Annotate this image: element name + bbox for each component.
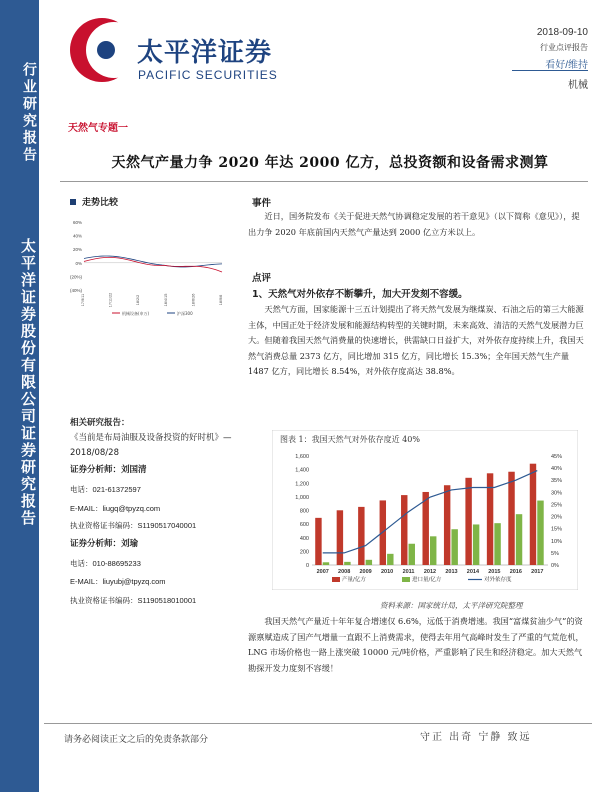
trend-xtick: 18/2/2 — [136, 294, 141, 306]
trend-legend-label-1: 机械设备(申万) — [122, 311, 150, 316]
sidebar-top-text: 行业研究报告 — [21, 62, 37, 164]
trend-ytick: 60% — [72, 220, 82, 225]
bar-production — [422, 492, 428, 565]
figure-x-tick: 2013 — [445, 569, 458, 575]
figure-right-tick: 10% — [551, 538, 563, 545]
analyst-2-email[interactable]: E-MAIL：liuyubj@tpyzq.com — [70, 577, 166, 586]
figure-title: 图表 1：我国天然气对外依存度近 40% — [280, 435, 420, 444]
event-paragraph: 近日，国务院发布《关于促进天然气协调稳定发展的若干意见》（以下简称《意见》），提出力争 2020 年底前国内天然气产量达到 2000 亿立方米以上。 — [248, 211, 580, 237]
figure-x-tick: 2015 — [488, 569, 501, 575]
trend-legend-label-2: 沪深300 — [177, 311, 193, 316]
related-heading: 相关研究报告： — [70, 418, 130, 428]
legend-swatch-import — [402, 577, 410, 582]
figure-1 — [272, 430, 578, 590]
figure-left-tick: 800 — [299, 508, 309, 515]
logo-chinese-text: 太平洋证券 — [137, 38, 273, 68]
analyst-1-email[interactable]: E-MAIL：liugq@tpyzq.com — [70, 504, 161, 513]
figure-left-tick: 200 — [299, 549, 309, 556]
related-report-link[interactable]: 《当前是布局油服及设备投资的好时机》—2018/08/28 — [70, 433, 232, 458]
bar-import — [366, 560, 372, 565]
bar-import — [430, 536, 436, 565]
figure-right-tick: 40% — [551, 466, 563, 473]
figure-x-tick: 2014 — [466, 569, 480, 575]
figure-right-tick: 45% — [551, 454, 563, 460]
figure-source: 资料来源：国家统计局，太平洋研究院整理 — [380, 601, 523, 610]
figure-right-tick: 35% — [551, 478, 563, 485]
bar-production — [401, 495, 407, 565]
trend-xtick: 17/9/11 — [81, 293, 85, 307]
analyst-1-cert: 执业资格证书编码：S1190517040001 — [70, 521, 197, 530]
legend-label-dependency: 对外依存度 — [484, 577, 512, 583]
pacific-securities-logo-icon — [66, 10, 146, 90]
legend-swatch-production — [332, 577, 340, 582]
footer-disclaimer: 请务必阅读正文之后的免责条款部分 — [64, 735, 209, 745]
left-sidebar — [0, 0, 39, 792]
trend-xtick: 18/4/15 — [163, 293, 168, 307]
report-title: 天然气产量力争 2020 年达 2000 亿方，总投资额和设备需求测算 — [111, 155, 549, 171]
trend-ytick: (20%) — [69, 274, 82, 280]
analyst-1-phone: 电话：021-61372597 — [70, 485, 141, 494]
figure-x-tick: 2007 — [316, 569, 329, 575]
trend-heading-text: 走势比较 — [82, 198, 119, 208]
trend-chart — [62, 218, 224, 318]
bar-import — [344, 562, 350, 565]
figure-left-tick: 1,200 — [295, 481, 309, 488]
analyst-1-name: 证券分析师：刘国清 — [70, 465, 147, 475]
trend-ytick: 20% — [72, 247, 82, 253]
review-paragraph-1: 天然气方面，国家能源十三五计划提出了将天然气发展为继煤炭、石油之后的第三大能源主体，中国正处于经济发展和能源结构转型的关键时期，未来高效、清洁的天然气发展潜力巨大。但随着我国天然气消费量的快速增长，供需缺口日益扩大，对外依存度持续上升，我国天然气消费总量 2373 亿方，同比增加 315 亿方，同比增长 15.3%；全年国天然气生产量 1487 亿方，同比增长 8.54%，对外依存度高达 38.8%。 — [248, 304, 584, 376]
figure-left-tick: 1,000 — [295, 494, 309, 501]
review-point-1: 1、天然气对外依存不断攀升，加大开发刻不容缓。 — [252, 289, 468, 300]
rating-divider — [512, 70, 588, 71]
figure-left-tick: 0 — [305, 563, 309, 569]
footer-motto: 守正 出奇 宁静 致远 — [420, 732, 532, 743]
figure-left-tick: 1,400 — [295, 467, 309, 474]
figure-right-tick: 30% — [551, 490, 563, 497]
analyst-2-name: 证券分析师：刘瑜 — [70, 539, 139, 549]
figure-left-tick: 400 — [299, 535, 309, 542]
figure-right-tick: 5% — [551, 550, 559, 557]
analyst-2-phone: 电话：010-88695233 — [70, 559, 141, 568]
trend-xtick: 17/11/22 — [108, 292, 113, 308]
figure-x-tick: 2011 — [402, 569, 415, 575]
review-paragraph-2: 我国天然气产量近十年年复合增速仅 6.6%，远低于消费增速。我国“富煤贫油少气”的资源禀赋造成了国产气增量一直跟不上消费需求，使得去年用气高峰时发生了严重的气荒危机，LNG 市场价格也一路上涨突破 10000 元/吨价格，严重影响了民生和经济稳定。加大天然气勘探开发力度刻不容缓！ — [248, 616, 584, 673]
analyst-2-cert: 执业资格证书编码：S1190518010001 — [70, 596, 197, 605]
trend-series-machinery — [84, 257, 222, 272]
rating: 看好/维持 — [545, 60, 588, 71]
trend-xtick: 18/6/26 — [191, 293, 196, 307]
review-heading: 点评 — [252, 273, 272, 284]
figure-x-tick: 2009 — [359, 569, 372, 575]
bar-import — [473, 524, 479, 565]
bar-production — [530, 464, 536, 565]
bar-production — [465, 478, 471, 565]
figure-right-tick: 25% — [551, 502, 563, 509]
report-date: 2018-09-10 — [536, 27, 588, 38]
legend-label-import: 进口量/亿方 — [412, 577, 442, 583]
legend-label-production: 产量/亿方 — [342, 577, 366, 583]
square-bullet-icon — [70, 199, 76, 205]
bar-import — [451, 529, 457, 565]
figure-right-tick: 0% — [551, 563, 559, 569]
figure-right-tick: 15% — [551, 526, 563, 533]
bar-production — [337, 510, 343, 565]
figure-x-tick: 2017 — [531, 569, 544, 575]
figure-1-chart — [272, 430, 578, 590]
bar-production — [444, 485, 450, 565]
sector: 机械 — [568, 80, 588, 91]
logo-english-text: PACIFIC SECURITIES — [138, 68, 278, 82]
figure-x-tick: 2008 — [338, 569, 351, 575]
figure-x-tick: 2016 — [509, 569, 522, 575]
figure-x-tick: 2010 — [380, 569, 394, 575]
report-type: 行业点评报告 — [540, 43, 588, 52]
trend-xtick: 18/9/6 — [219, 294, 223, 306]
trend-heading — [70, 195, 118, 208]
bar-import — [387, 554, 393, 565]
event-heading: 事件 — [252, 198, 272, 209]
figure-x-tick: 2012 — [423, 569, 437, 575]
trend-ytick: 40% — [72, 233, 82, 239]
title-divider — [60, 181, 588, 182]
footer-divider — [44, 723, 592, 724]
trend-ytick: 0% — [75, 260, 82, 266]
figure-right-tick: 20% — [551, 514, 563, 521]
figure-left-tick: 600 — [299, 522, 309, 529]
topic-label: 天然气专题一 — [68, 123, 128, 134]
bar-production — [358, 507, 364, 565]
bar-import — [494, 523, 500, 565]
sidebar-bottom-text: 太平洋证券股份有限公司证券研究报告 — [19, 238, 37, 527]
bar-import — [409, 544, 415, 565]
trend-ytick: (40%) — [69, 288, 82, 293]
bar-import — [323, 562, 329, 565]
bar-production — [508, 472, 514, 565]
bar-production — [315, 518, 321, 565]
bar-import — [537, 501, 543, 565]
figure-left-tick: 1,600 — [295, 454, 309, 460]
bar-import — [516, 514, 522, 565]
